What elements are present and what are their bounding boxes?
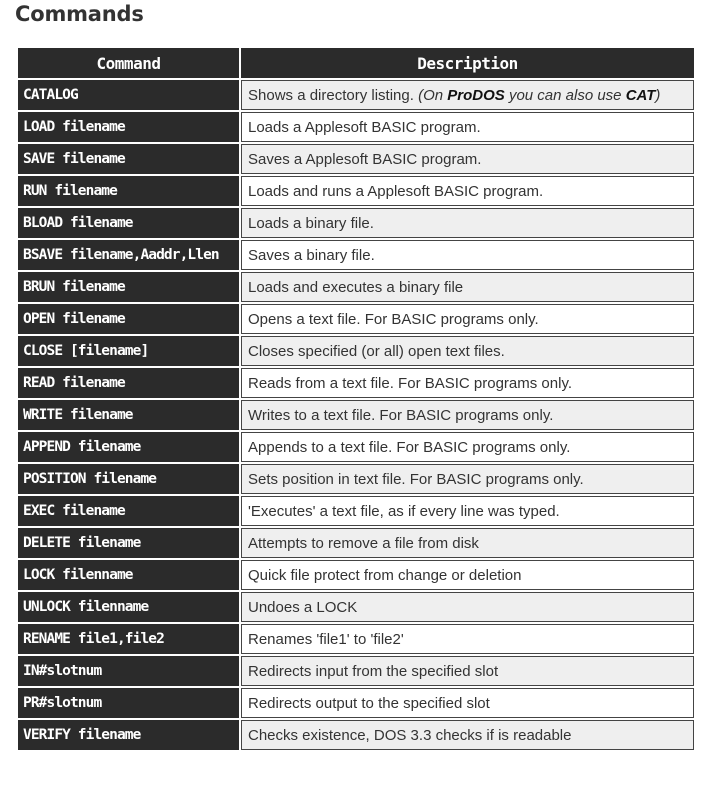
description-cell: Loads a binary file.	[241, 208, 694, 238]
description-cell: Attempts to remove a file from disk	[241, 528, 694, 558]
description-cell: Quick file protect from change or deletion	[241, 560, 694, 590]
description-text: Shows a directory listing.	[248, 86, 419, 104]
command-cell: WRITE filename	[18, 400, 239, 430]
command-cell: CATALOG	[18, 80, 239, 110]
column-header-command: Command	[18, 48, 239, 78]
table-row	[18, 688, 694, 718]
commands-table	[16, 46, 696, 752]
description-cell: Opens a text file. For BASIC programs only.	[241, 304, 694, 334]
description-cell: Loads a Applesoft BASIC program.	[241, 112, 694, 142]
table-row	[18, 176, 694, 206]
description-cell: Redirects output to the specified slot	[241, 688, 694, 718]
description-cell: Sets position in text file. For BASIC programs only.	[241, 464, 694, 494]
command-cell: IN#slotnum	[18, 656, 239, 686]
table-row	[18, 208, 694, 238]
table-row	[18, 368, 694, 398]
description-cell: Loads and executes a binary file	[241, 272, 694, 302]
description-cell: Checks existence, DOS 3.3 checks if is readable	[241, 720, 694, 750]
table-row	[18, 528, 694, 558]
command-cell: BLOAD filename	[18, 208, 239, 238]
description-cell: Writes to a text file. For BASIC programs only.	[241, 400, 694, 430]
table-header-row	[18, 48, 694, 78]
description-cell: Renames 'file1' to 'file2'	[241, 624, 694, 654]
note-text: )	[655, 86, 661, 104]
command-cell: UNLOCK filenname	[18, 592, 239, 622]
description-cell: Loads and runs a Applesoft BASIC program.	[241, 176, 694, 206]
table-row	[18, 272, 694, 302]
command-cell: VERIFY filename	[18, 720, 239, 750]
description-cell: Closes specified (or all) open text files.	[241, 336, 694, 366]
command-cell: BRUN filename	[18, 272, 239, 302]
command-cell: RUN filename	[18, 176, 239, 206]
note-prodos: ProDOS	[447, 86, 505, 104]
prodos-note	[418, 87, 660, 104]
command-cell: LOCK filenname	[18, 560, 239, 590]
command-cell: EXEC filename	[18, 496, 239, 526]
table-row	[18, 656, 694, 686]
table-row	[18, 432, 694, 462]
command-cell: POSITION filename	[18, 464, 239, 494]
description-cell: Saves a binary file.	[241, 240, 694, 270]
command-cell: DELETE filename	[18, 528, 239, 558]
command-cell: APPEND filename	[18, 432, 239, 462]
command-cell: RENAME file1,file2	[18, 624, 239, 654]
description-cell	[241, 80, 694, 110]
table-row	[18, 144, 694, 174]
command-cell: PR#slotnum	[18, 688, 239, 718]
table-row	[18, 720, 694, 750]
command-cell: LOAD filename	[18, 112, 239, 142]
command-cell: READ filename	[18, 368, 239, 398]
page-title: Commands	[15, 2, 144, 26]
description-cell: 'Executes' a text file, as if every line was typed.	[241, 496, 694, 526]
description-cell: Saves a Applesoft BASIC program.	[241, 144, 694, 174]
table-row	[18, 80, 694, 110]
note-text: (On	[418, 86, 448, 104]
command-cell: CLOSE [filename]	[18, 336, 239, 366]
command-cell: SAVE filename	[18, 144, 239, 174]
table-row	[18, 592, 694, 622]
table-row	[18, 624, 694, 654]
table-row	[18, 304, 694, 334]
table-row	[18, 496, 694, 526]
description-cell: Redirects input from the specified slot	[241, 656, 694, 686]
table-row	[18, 400, 694, 430]
note-text: you can also use	[504, 86, 626, 104]
description-cell: Reads from a text file. For BASIC programs only.	[241, 368, 694, 398]
description-cell: Undoes a LOCK	[241, 592, 694, 622]
command-cell: BSAVE filename,Aaddr,Llen	[18, 240, 239, 270]
note-cat: CAT	[625, 86, 656, 104]
table-row	[18, 336, 694, 366]
table-row	[18, 112, 694, 142]
table-row	[18, 560, 694, 590]
description-cell: Appends to a text file. For BASIC programs only.	[241, 432, 694, 462]
table-row	[18, 240, 694, 270]
command-cell: OPEN filename	[18, 304, 239, 334]
column-header-description: Description	[241, 48, 694, 78]
table-row	[18, 464, 694, 494]
